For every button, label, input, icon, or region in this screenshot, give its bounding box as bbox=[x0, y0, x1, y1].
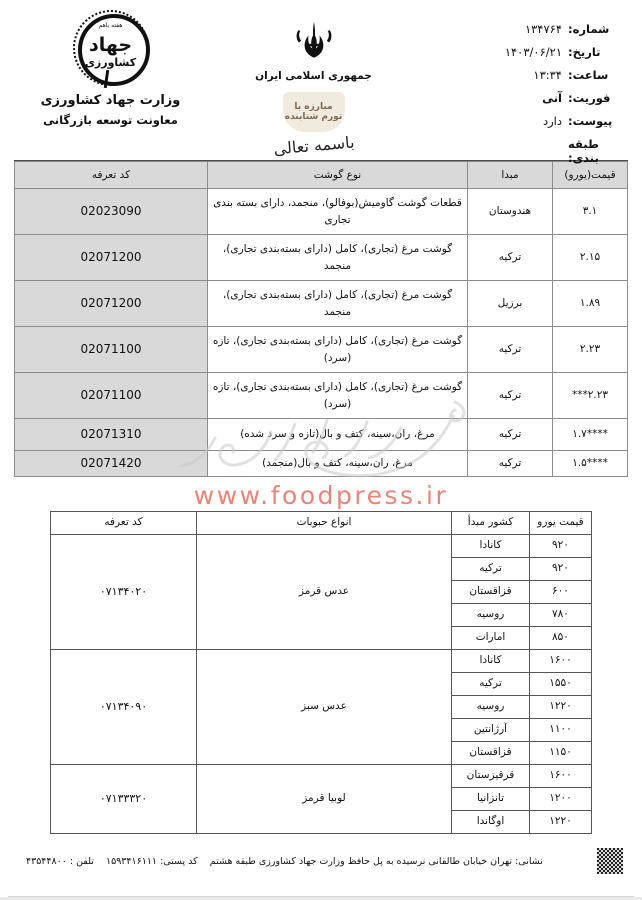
cell-country: اوگاندا bbox=[452, 811, 530, 834]
cell-country: آرژانتین bbox=[452, 719, 530, 742]
cell-origin: ترکیه bbox=[468, 373, 553, 419]
meta-label-number: شماره: bbox=[568, 22, 610, 36]
footer-phone-value: ۴۳۵۴۴۸۰۰ bbox=[26, 855, 67, 867]
ministry-name-label: وزارت جهاد کشاورزی bbox=[40, 93, 181, 108]
footer-phone-label: تلفن : bbox=[69, 855, 94, 867]
cell-price: ۱۲۰۰ bbox=[530, 788, 592, 811]
cell-code: 02071420 bbox=[15, 451, 208, 477]
meta-label-time: ساعت: bbox=[568, 68, 609, 82]
cell-origin: ترکیه bbox=[468, 451, 553, 477]
meta-label-urgency: فوریت: bbox=[568, 91, 611, 105]
table-row bbox=[15, 281, 628, 327]
cell-country: امارات bbox=[452, 627, 530, 650]
header-meat-origin: مبدا bbox=[468, 162, 553, 189]
cell-price: ۹۲۰ bbox=[530, 558, 592, 581]
cell-price: ۹۲۰ bbox=[530, 535, 592, 558]
cell-country: تانزانیا bbox=[452, 788, 530, 811]
grains-price-table bbox=[50, 511, 592, 834]
cell-price: ۱۶۰۰ bbox=[530, 765, 592, 788]
cell-price: ۱۶۰۰ bbox=[530, 650, 592, 673]
cell-price: ۱۱۰۰ bbox=[530, 719, 592, 742]
cell-price: ۱.۸۹ bbox=[553, 281, 628, 327]
table-row bbox=[51, 765, 592, 788]
meta-row-number bbox=[424, 22, 624, 36]
meat-table-body bbox=[15, 189, 628, 477]
cell-price: ۲.۲۳ bbox=[553, 327, 628, 373]
meta-row-date bbox=[424, 45, 624, 59]
cell-country: قزاقستان bbox=[452, 581, 530, 604]
meat-price-table bbox=[14, 161, 628, 477]
cell-price: ۱۱۵۰ bbox=[530, 742, 592, 765]
cell-price: ****۱.۷ bbox=[553, 419, 628, 451]
cell-country: قرقیزستان bbox=[452, 765, 530, 788]
cell-price: ۱۲۲۰ bbox=[530, 696, 592, 719]
cell-code: 02071310 bbox=[15, 419, 208, 451]
meta-label-date: تاریخ: bbox=[568, 45, 601, 59]
logo-top-text: هفته باهم bbox=[98, 22, 123, 29]
cell-country: ترکیه bbox=[452, 558, 530, 581]
cell-price: ۱۲۲۰ bbox=[530, 811, 592, 834]
cell-description: گوشت مرغ (تجاری)، کامل (دارای بسته‌بندی تجاری)، تازه (سرد) bbox=[208, 373, 468, 419]
cell-origin: ترکیه bbox=[468, 327, 553, 373]
tables-gap bbox=[0, 477, 642, 511]
meta-label-classification: طبقه بندی: bbox=[568, 137, 599, 165]
header-meat-code: کد تعرفه bbox=[15, 162, 208, 189]
cell-code: 02071200 bbox=[15, 281, 208, 327]
cell-price: ۷۸۰ bbox=[530, 604, 592, 627]
cell-price: ۳.۱ bbox=[553, 189, 628, 235]
logo-main-text: جهاد bbox=[88, 34, 133, 56]
table-row bbox=[15, 419, 628, 451]
cell-description: مرغ، ران،سینه، کتف و بال(تازه و سرد شده) bbox=[208, 419, 468, 451]
cell-country: روسیه bbox=[452, 604, 530, 627]
header-meat-price: قیمت(یورو) bbox=[553, 162, 628, 189]
seal-text: مبارزه با تورم شتابنده bbox=[284, 102, 343, 122]
header-meta-block bbox=[424, 8, 624, 174]
cell-code: 02071200 bbox=[15, 235, 208, 281]
grains-table-body bbox=[51, 535, 592, 834]
meta-row-attachment bbox=[424, 114, 624, 128]
header-meat-description: نوع گوشت bbox=[208, 162, 468, 189]
cell-code: 02071100 bbox=[15, 327, 208, 373]
cell-origin: ترکیه bbox=[468, 419, 553, 451]
header-center-block bbox=[239, 8, 389, 159]
header-grain-code: کد تعرفه bbox=[51, 512, 197, 535]
document-header bbox=[0, 0, 642, 165]
cell-code: 02071100 bbox=[15, 373, 208, 419]
cell-kind: لوبیا قرمز bbox=[197, 765, 452, 834]
official-seal bbox=[283, 92, 345, 132]
cell-country: روسیه bbox=[452, 696, 530, 719]
cell-price: ****۱.۵ bbox=[553, 451, 628, 477]
meta-row-classification bbox=[424, 137, 624, 165]
meta-value-date: ۱۴۰۳/۰۶/۲۱ bbox=[504, 45, 562, 59]
grains-table-header-row bbox=[51, 512, 592, 535]
cell-kind: عدس قرمز bbox=[197, 535, 452, 650]
table-row bbox=[51, 650, 592, 673]
footer-address-label: نشانی: bbox=[515, 855, 543, 867]
document-footer bbox=[0, 838, 642, 900]
header-logo-block bbox=[18, 8, 203, 127]
table-row bbox=[15, 451, 628, 477]
table-row bbox=[51, 535, 592, 558]
cell-origin: هندوستان bbox=[468, 189, 553, 235]
cell-price: ۲.۱۵ bbox=[553, 235, 628, 281]
meta-value-attachment: دارد bbox=[543, 114, 562, 128]
meta-row-time bbox=[424, 68, 624, 82]
cell-price: ۱۵۵۰ bbox=[530, 673, 592, 696]
meta-value-urgency: آنی bbox=[542, 91, 562, 105]
cell-code: ۰۷۱۳۴۰۲۰ bbox=[51, 535, 197, 650]
cell-code: 02023090 bbox=[15, 189, 208, 235]
cell-price: ۲.۲۳*** bbox=[553, 373, 628, 419]
cell-origin: ترکیه bbox=[468, 235, 553, 281]
cell-country: کانادا bbox=[452, 535, 530, 558]
cell-description: قطعات گوشت گاومیش(بوفالو)، منجمد، دارای بسته بندی تجاری bbox=[208, 189, 468, 235]
footer-address-value: تهران خیابان طالقانی نرسیده به پل حافظ وزارت جهاد کشاورزی طبقه هشتم bbox=[209, 855, 513, 867]
deputy-name-label: معاونت توسعه بازرگانی bbox=[43, 113, 178, 127]
header-grain-price: قیمت یورو bbox=[530, 512, 592, 535]
table-row bbox=[15, 373, 628, 419]
footer-contact-line bbox=[26, 856, 543, 867]
cell-description: گوشت مرغ (تجاری)، کامل (دارای بسته‌بندی تجاری)، تازه (سرد) bbox=[208, 327, 468, 373]
cell-description: مرغ، ران،سینه، کتف و بال(منجمد) bbox=[208, 451, 468, 477]
cell-price: ۸۵۰ bbox=[530, 627, 592, 650]
cell-price: ۶۰۰ bbox=[530, 581, 592, 604]
meta-row-urgency bbox=[424, 91, 624, 105]
cell-description: گوشت مرغ (تجاری)، کامل (دارای بسته‌بندی تجاری)، منجمد bbox=[208, 281, 468, 327]
grains-table-wrapper bbox=[50, 511, 592, 834]
cell-country: ترکیه bbox=[452, 673, 530, 696]
meta-value-number: ۱۳۴۷۶۴ bbox=[524, 22, 562, 36]
meat-table-wrapper bbox=[14, 161, 628, 477]
table-row bbox=[15, 327, 628, 373]
cell-description: گوشت مرغ (تجاری)، کامل (دارای بسته‌بندی تجاری)، منجمد bbox=[208, 235, 468, 281]
cell-kind: عدس سبز bbox=[197, 650, 452, 765]
meta-label-attachment: پیوست: bbox=[568, 114, 613, 128]
header-grain-kind: انواع حبوبات bbox=[197, 512, 452, 535]
cell-code: ۰۷۱۳۳۳۲۰ bbox=[51, 765, 197, 834]
table-row bbox=[15, 235, 628, 281]
basmala-signature: باسمه تعالی bbox=[272, 132, 355, 159]
jahad-keshavarzi-logo-icon bbox=[65, 12, 157, 90]
qr-code[interactable] bbox=[596, 847, 624, 875]
website-watermark: www.foodpress.ir bbox=[193, 481, 449, 510]
cell-country: کانادا bbox=[452, 650, 530, 673]
footer-postal-label: کد پستی: bbox=[160, 855, 198, 867]
cell-country: قزاقستان bbox=[452, 742, 530, 765]
cell-code: ۰۷۱۳۴۰۹۰ bbox=[51, 650, 197, 765]
logo-sub-text: کشاورزی bbox=[84, 56, 137, 69]
footer-postal-value: ۱۵۹۳۴۱۶۱۱۱ bbox=[106, 855, 158, 867]
meta-value-time: ۱۳:۳۴ bbox=[533, 68, 562, 82]
table-row bbox=[15, 189, 628, 235]
country-name-label: جمهوری اسلامی ایران bbox=[255, 70, 372, 82]
iran-national-emblem-icon bbox=[291, 20, 337, 64]
cell-origin: برزیل bbox=[468, 281, 553, 327]
header-grain-country: کشور مبدأ bbox=[452, 512, 530, 535]
